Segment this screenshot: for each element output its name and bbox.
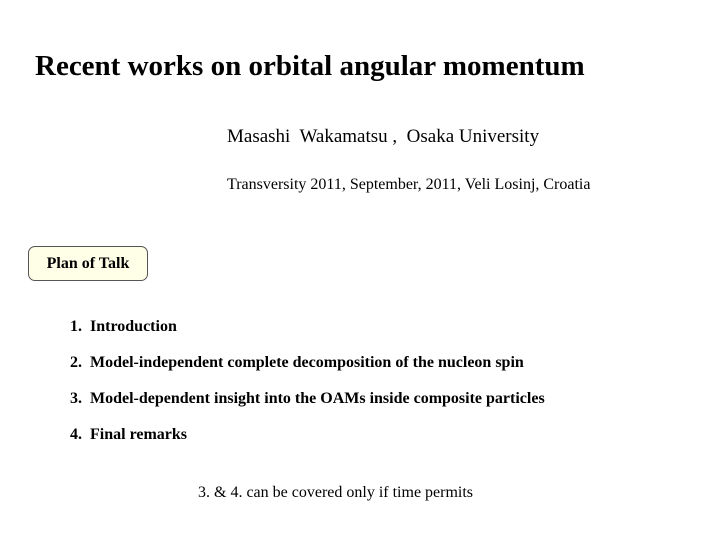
slide-title: Recent works on orbital angular momentum — [35, 50, 585, 82]
outline-item: 3. Model-dependent insight into the OAMs inside composite particles — [70, 390, 545, 407]
author-affiliation: Masashi Wakamatsu , Osaka University — [227, 126, 540, 147]
time-note: 3. & 4. can be covered only if time permits — [198, 484, 474, 501]
outline-item: 4. Final remarks — [70, 426, 188, 443]
plan-of-talk-box — [28, 246, 148, 281]
outline-item: 1. Introduction — [70, 318, 177, 335]
outline-item: 2. Model-independent complete decomposition of the nucleon spin — [70, 354, 524, 371]
event-info: Transversity 2011, September, 2011, Veli Losinj, Croatia — [227, 176, 591, 193]
plan-of-talk-label: Plan of Talk — [46, 254, 130, 272]
talk-outline — [70, 316, 545, 460]
